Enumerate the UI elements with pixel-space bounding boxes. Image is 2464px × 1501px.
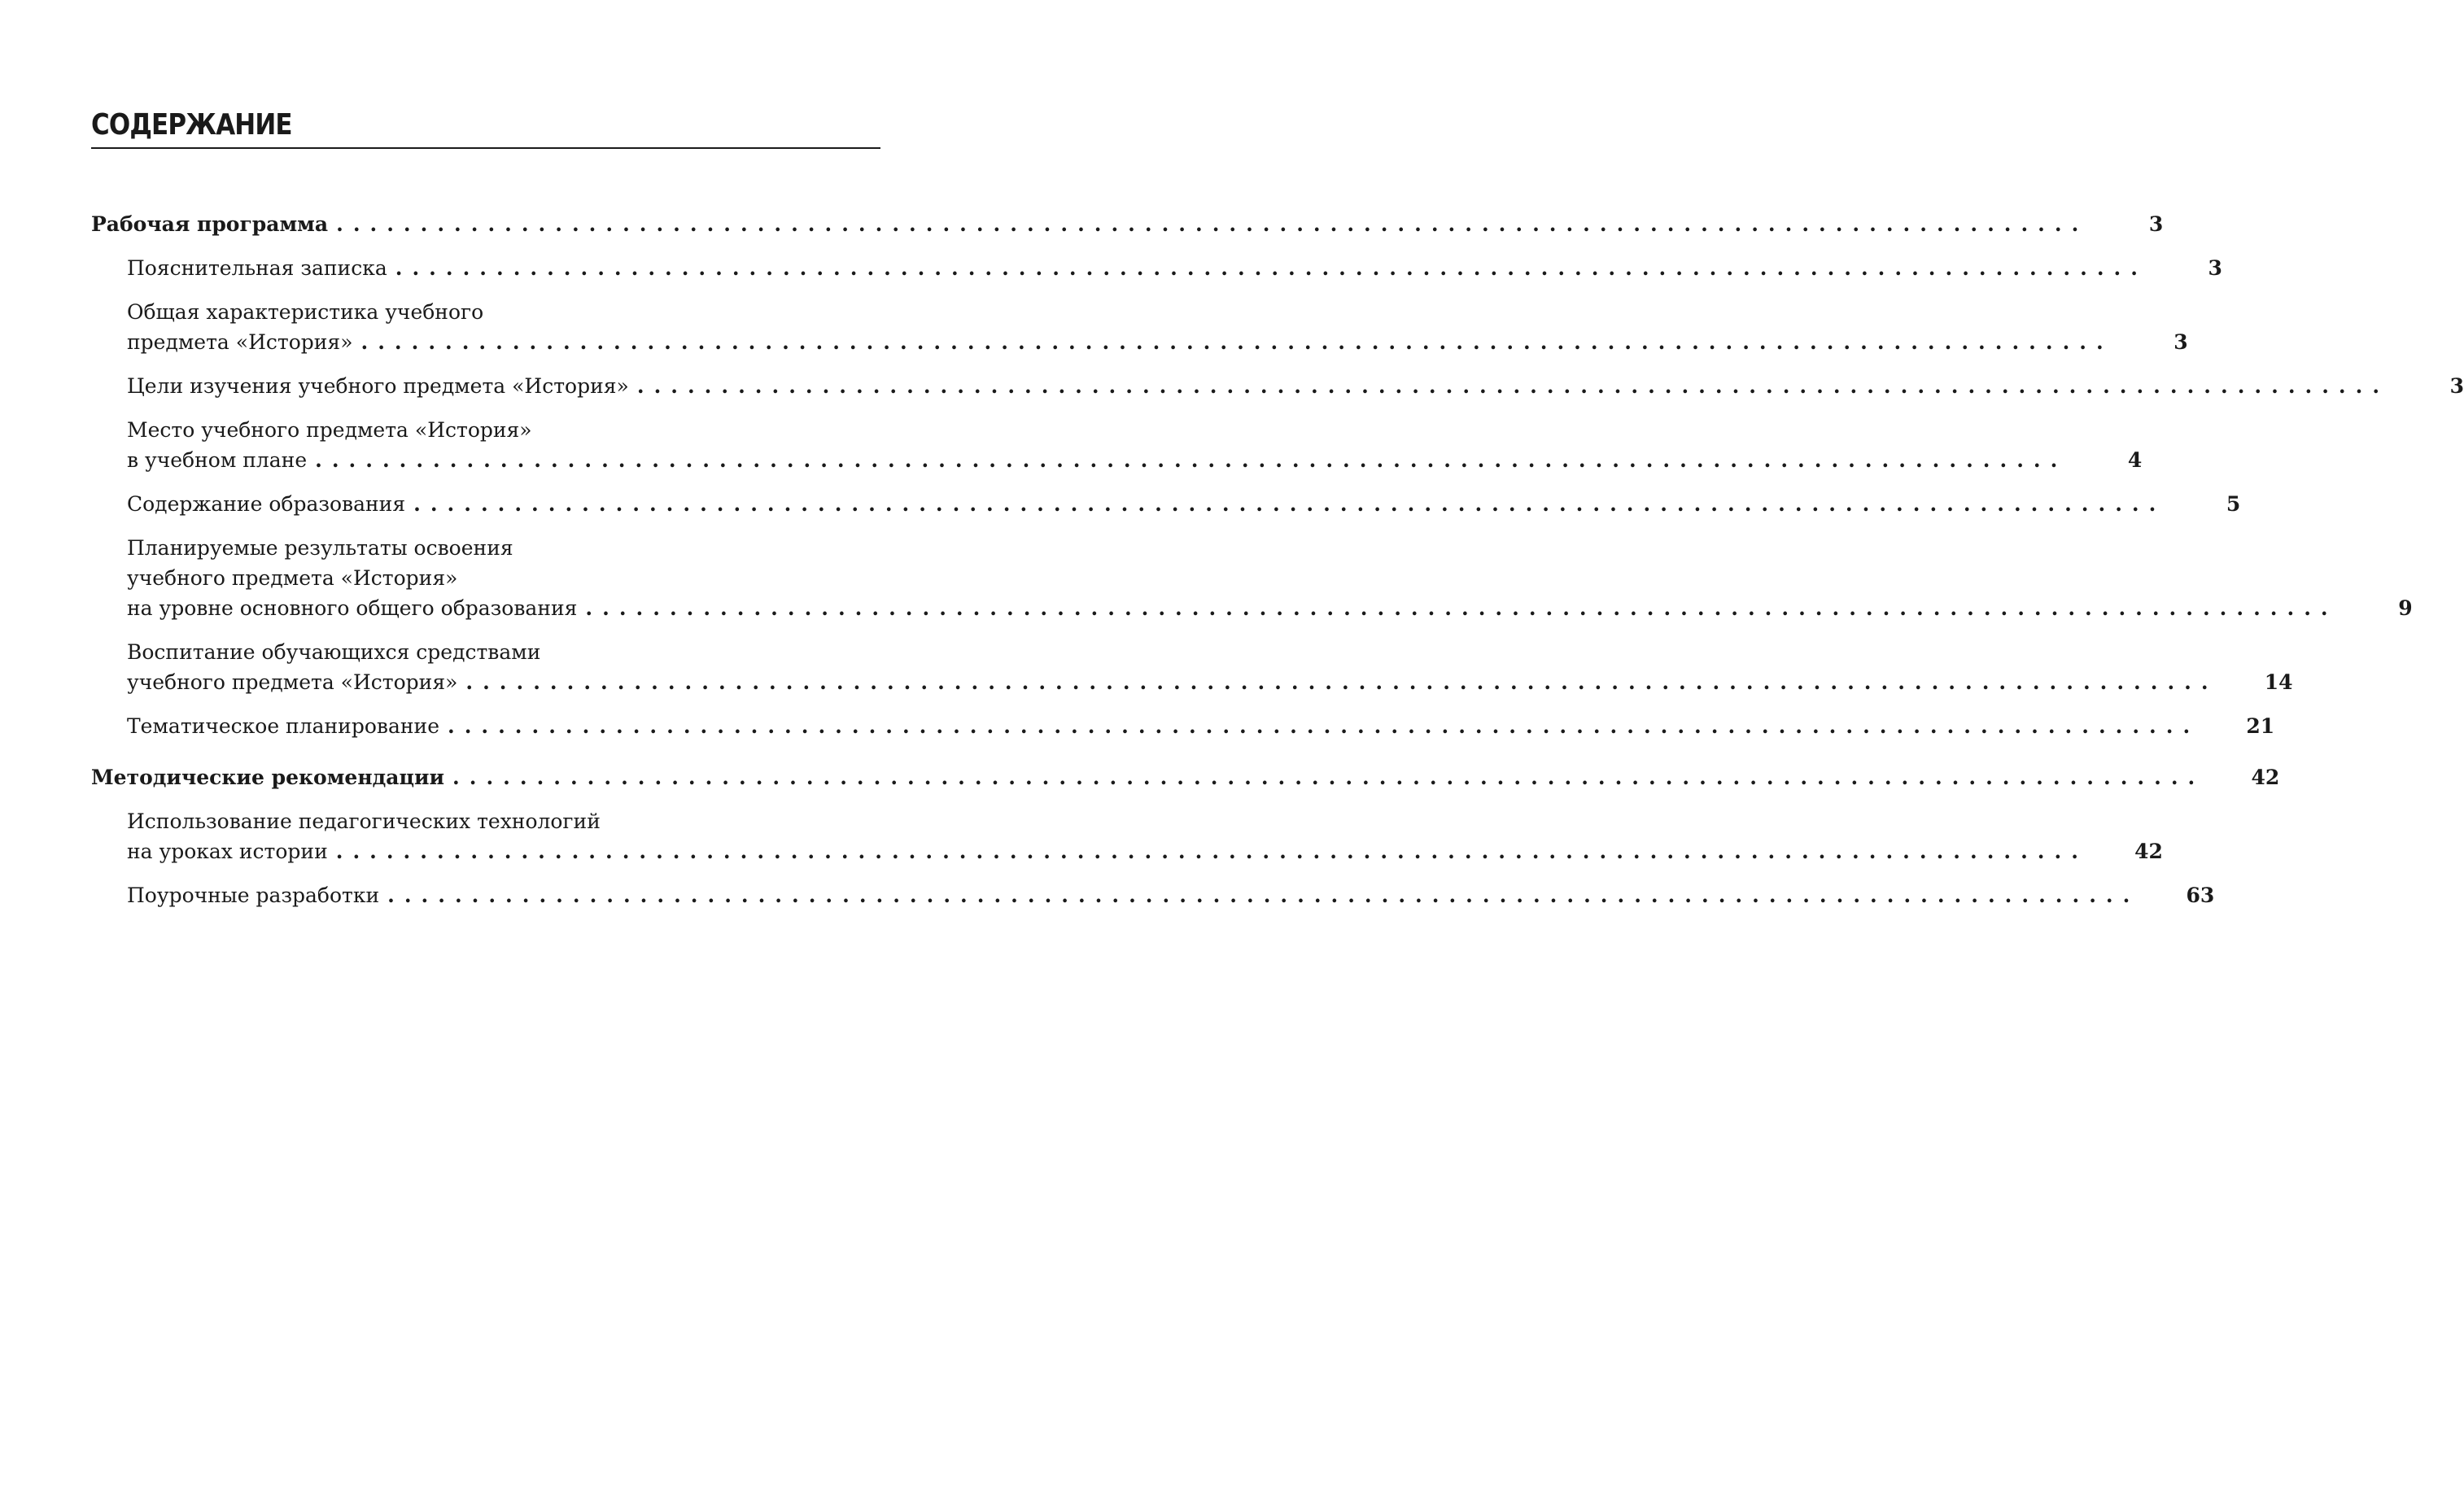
toc-item[interactable] bbox=[91, 533, 2413, 623]
dot-leader: ........................................................................................................ bbox=[447, 714, 2200, 738]
toc-page-number: 3 bbox=[2208, 256, 2222, 280]
toc-entry-title: Тематическое планирование bbox=[127, 714, 439, 738]
toc-section[interactable] bbox=[91, 209, 2164, 239]
toc-item[interactable] bbox=[91, 253, 2222, 283]
toc-entry-title-line: Общая характеристика учебного bbox=[127, 300, 484, 324]
toc-page-number: 42 bbox=[2134, 840, 2163, 863]
toc-entry-title: Рабочая программа bbox=[91, 212, 329, 236]
dot-leader: ........................................................................................................ bbox=[335, 840, 2088, 863]
toc-page-number: 4 bbox=[2127, 448, 2143, 472]
toc-entry-title-line: учебного предмета «История» bbox=[127, 670, 458, 694]
dot-leader: ........................................................................................................ bbox=[315, 448, 2068, 472]
toc-page-number: 3 bbox=[2173, 330, 2188, 354]
toc-entry-title: Цели изучения учебного предмета «История» bbox=[127, 374, 629, 398]
toc-item[interactable] bbox=[91, 880, 2215, 910]
toc-page-number: 3 bbox=[2449, 374, 2464, 398]
toc-item[interactable] bbox=[91, 371, 2464, 401]
page-title: СОДЕРЖАНИЕ bbox=[91, 108, 292, 142]
dot-leader: ........................................................................................................ bbox=[387, 884, 2140, 907]
toc-entry-title: Методические рекомендации bbox=[91, 766, 445, 789]
toc-entry-title-line: учебного предмета «История» bbox=[127, 566, 458, 590]
toc-item[interactable] bbox=[91, 489, 2241, 519]
toc-page-number: 21 bbox=[2246, 714, 2275, 738]
dot-leader: ........................................................................................................ bbox=[395, 256, 2147, 280]
toc-entry-title: Пояснительная записка bbox=[127, 256, 387, 280]
toc-entry-title-line: на уроках истории bbox=[127, 840, 328, 863]
toc-entry-title-line: Использование педагогических технологий bbox=[127, 809, 601, 833]
dot-leader: ........................................................................................................ bbox=[585, 596, 2338, 620]
toc-item[interactable] bbox=[91, 297, 2188, 357]
toc-item[interactable] bbox=[91, 806, 2163, 866]
toc-section[interactable] bbox=[91, 762, 2280, 792]
toc-entry-title: Поурочные разработки bbox=[127, 884, 380, 907]
dot-leader: ........................................................................................................ bbox=[636, 374, 2390, 398]
toc-page-number: 5 bbox=[2226, 492, 2241, 516]
toc-item[interactable] bbox=[91, 711, 2275, 741]
toc-page-number: 63 bbox=[2186, 884, 2215, 907]
dot-leader: ........................................................................................................ bbox=[336, 212, 2089, 236]
toc-entry-title-line: Планируемые результаты освоения bbox=[127, 536, 513, 560]
toc-page-number: 3 bbox=[2148, 212, 2164, 236]
toc-entry-title-line: в учебном плане bbox=[127, 448, 308, 472]
toc-entry-title-line: предмета «История» bbox=[127, 330, 353, 354]
toc-item[interactable] bbox=[91, 415, 2143, 475]
toc-page-number: 42 bbox=[2251, 766, 2280, 789]
dot-leader: ........................................................................................................ bbox=[413, 492, 2166, 516]
toc-item[interactable] bbox=[91, 637, 2293, 697]
dot-leader: ........................................................................................................ bbox=[360, 330, 2113, 354]
dot-leader: ........................................................................................................ bbox=[452, 766, 2205, 789]
toc-entry-title: Содержание образования bbox=[127, 492, 406, 516]
table-of-contents bbox=[91, 209, 2464, 924]
dot-leader: ........................................................................................................ bbox=[465, 670, 2218, 694]
toc-entry-title-line: на уровне основного общего образования bbox=[127, 596, 578, 620]
title-underline bbox=[91, 147, 880, 149]
toc-page-number: 9 bbox=[2398, 596, 2413, 620]
toc-page-number: 14 bbox=[2264, 670, 2293, 694]
toc-entry-title-line: Воспитание обучающихся средствами bbox=[127, 640, 541, 664]
toc-entry-title-line: Место учебного предмета «История» bbox=[127, 418, 532, 442]
